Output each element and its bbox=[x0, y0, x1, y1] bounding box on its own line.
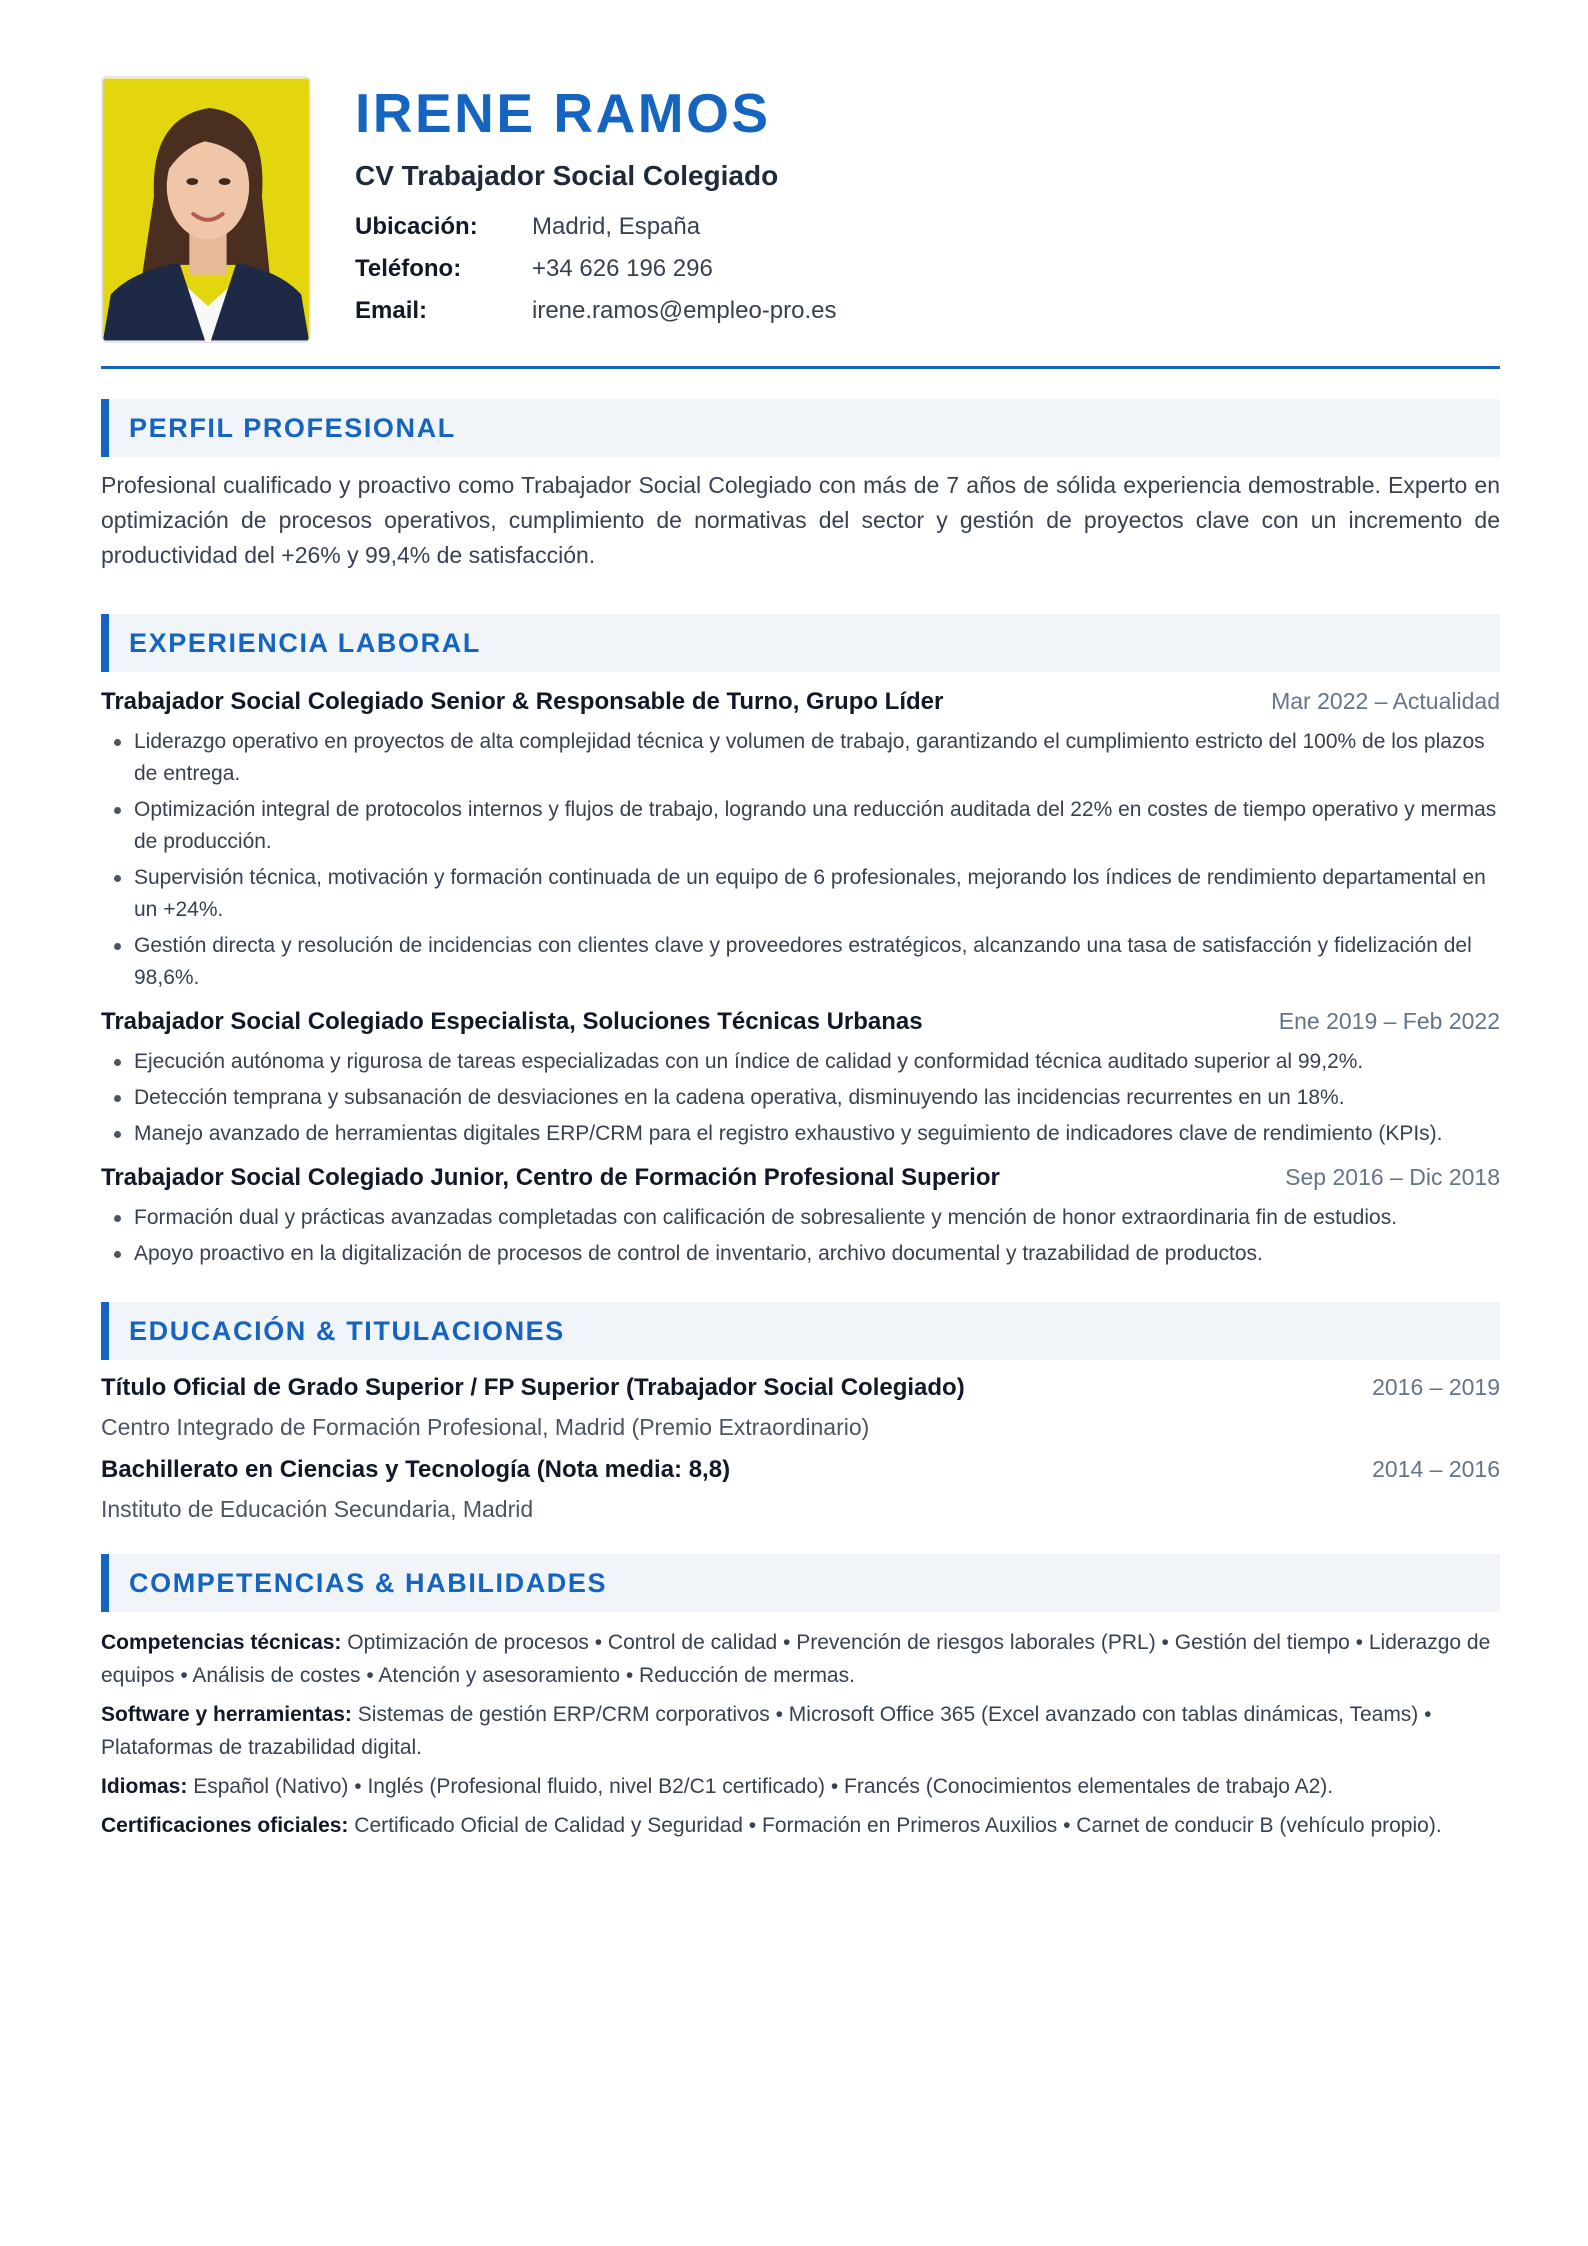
contact-label: Teléfono: bbox=[355, 255, 462, 282]
job-bullet: Detección temprana y subsanación de desviaciones en la cadena operativa, disminuyendo las incidencias recurrentes en un 18%. bbox=[101, 1082, 1500, 1114]
job-title: Trabajador Social Colegiado Junior, Centro de Formación Profesional Superior bbox=[101, 1164, 1000, 1191]
contact-email bbox=[355, 290, 1495, 332]
skills-list bbox=[101, 1626, 1500, 1842]
resume-page bbox=[101, 76, 1500, 1848]
education-list bbox=[101, 1374, 1500, 1526]
job-entry bbox=[101, 1164, 1500, 1270]
section-heading-profile: PERFIL PROFESIONAL bbox=[101, 399, 1500, 457]
institution: Instituto de Educación Secundaria, Madrid bbox=[101, 1496, 534, 1522]
skill-group bbox=[101, 1698, 1500, 1764]
degree-title: Título Oficial de Grado Superior / FP Superior (Trabajador Social Colegiado) bbox=[101, 1374, 965, 1401]
skill-text: Certificado Oficial de Calidad y Seguridad • Formación en Primeros Auxilios • Carnet de conducir B (vehículo propio). bbox=[348, 1814, 1442, 1837]
job-bullet: Gestión directa y resolución de incidencias con clientes clave y proveedores estratégicos, alcanzando una tasa de satisfacción y fidelización del 98,6%. bbox=[101, 930, 1500, 994]
job-bullet: Liderazgo operativo en proyectos de alta complejidad técnica y volumen de trabajo, garantizando el cumplimiento estricto del 100% de los plazos de entrega. bbox=[101, 726, 1500, 790]
header-info bbox=[355, 82, 1495, 332]
job-date: Ene 2019 – Feb 2022 bbox=[1278, 1008, 1500, 1034]
candidate-headline: CV Trabajador Social Colegiado bbox=[355, 160, 779, 191]
contact-list bbox=[355, 206, 1495, 332]
job-bullets bbox=[101, 1202, 1500, 1270]
contact-label: Email: bbox=[355, 297, 428, 324]
job-title: Trabajador Social Colegiado Especialista, Soluciones Técnicas Urbanas bbox=[101, 1008, 923, 1035]
contact-phone bbox=[355, 248, 1495, 290]
section-heading-experience: EXPERIENCIA LABORAL bbox=[101, 614, 1500, 672]
skill-text: Español (Nativo) • Inglés (Profesional fluido, nivel B2/C1 certificado) • Francés (Conocimientos elementales de trabajo A2). bbox=[187, 1775, 1334, 1798]
skill-text: Sistemas de gestión ERP/CRM corporativos • Microsoft Office 365 (Excel avanzado con tablas dinámicas, Teams) • Plataformas de trazabilidad digital. bbox=[101, 1703, 1432, 1759]
skill-label: Idiomas: bbox=[101, 1775, 188, 1798]
education-entry bbox=[101, 1374, 1500, 1444]
header-divider bbox=[101, 366, 1500, 369]
resume-header bbox=[101, 76, 1500, 370]
degree-date: 2014 – 2016 bbox=[1372, 1456, 1500, 1482]
job-bullet: Ejecución autónoma y rigurosa de tareas especializadas con un índice de calidad y conformidad técnica auditado superior al 99,2%. bbox=[101, 1046, 1500, 1078]
contact-location bbox=[355, 206, 1495, 248]
contact-label: Ubicación: bbox=[355, 213, 478, 240]
job-title: Trabajador Social Colegiado Senior & Responsable de Turno, Grupo Líder bbox=[101, 688, 944, 715]
candidate-name: IRENE RAMOS bbox=[355, 82, 771, 144]
job-entry bbox=[101, 688, 1500, 994]
education-entry bbox=[101, 1456, 1500, 1526]
skill-group bbox=[101, 1809, 1500, 1842]
job-bullets bbox=[101, 1046, 1500, 1150]
profile-photo bbox=[101, 76, 311, 343]
job-bullet: Manejo avanzado de herramientas digitales ERP/CRM para el registro exhaustivo y seguimiento de indicadores clave de rendimiento (KPIs). bbox=[101, 1118, 1500, 1150]
contact-value: Madrid, España bbox=[532, 213, 701, 240]
job-entry bbox=[101, 1008, 1500, 1150]
institution: Centro Integrado de Formación Profesional, Madrid (Premio Extraordinario) bbox=[101, 1414, 870, 1440]
job-date: Mar 2022 – Actualidad bbox=[1271, 688, 1500, 714]
job-bullet: Formación dual y prácticas avanzadas completadas con calificación de sobresaliente y mención de honor extraordinaria fin de estudios. bbox=[101, 1202, 1500, 1234]
job-date: Sep 2016 – Dic 2018 bbox=[1285, 1164, 1500, 1190]
contact-value: +34 626 196 296 bbox=[532, 255, 713, 282]
job-bullet: Apoyo proactivo en la digitalización de procesos de control de inventario, archivo documental y trazabilidad de productos. bbox=[101, 1238, 1500, 1270]
job-bullet: Supervisión técnica, motivación y formación continuada de un equipo de 6 profesionales, mejorando los índices de rendimiento departamental en un +24%. bbox=[101, 862, 1500, 926]
section-heading-skills: COMPETENCIAS & HABILIDADES bbox=[101, 1554, 1500, 1612]
skill-label: Software y herramientas: bbox=[101, 1703, 352, 1726]
skill-label: Competencias técnicas: bbox=[101, 1631, 342, 1654]
email-link[interactable]: irene.ramos@empleo-pro.es bbox=[532, 297, 837, 324]
experience-list bbox=[101, 688, 1500, 1270]
degree-date: 2016 – 2019 bbox=[1372, 1374, 1500, 1400]
job-bullets bbox=[101, 726, 1500, 994]
skill-text: Optimización de procesos • Control de calidad • Prevención de riesgos laborales (PRL) • Gestión del tiempo • Liderazgo de equipos • Análisis de costes • Atención y asesoramiento • Reducción de mermas. bbox=[101, 1631, 1491, 1687]
skill-label: Certificaciones oficiales: bbox=[101, 1814, 349, 1837]
skill-group bbox=[101, 1626, 1500, 1692]
job-bullet: Optimización integral de protocolos internos y flujos de trabajo, logrando una reducción auditada del 22% en costes de tiempo operativo y mermas de producción. bbox=[101, 794, 1500, 858]
degree-title: Bachillerato en Ciencias y Tecnología (Nota media: 8,8) bbox=[101, 1456, 731, 1483]
skill-group bbox=[101, 1770, 1500, 1803]
profile-summary: Profesional cualificado y proactivo como Trabajador Social Colegiado con más de 7 años de sólida experiencia demostrable. Experto en optimización de procesos operativos, cumplimiento de normativas del sector y gestión de proyectos clave con un incremento de productividad del +26% y 99,4% de satisfacción. bbox=[101, 472, 1500, 568]
section-heading-education: EDUCACIÓN & TITULACIONES bbox=[101, 1302, 1500, 1360]
